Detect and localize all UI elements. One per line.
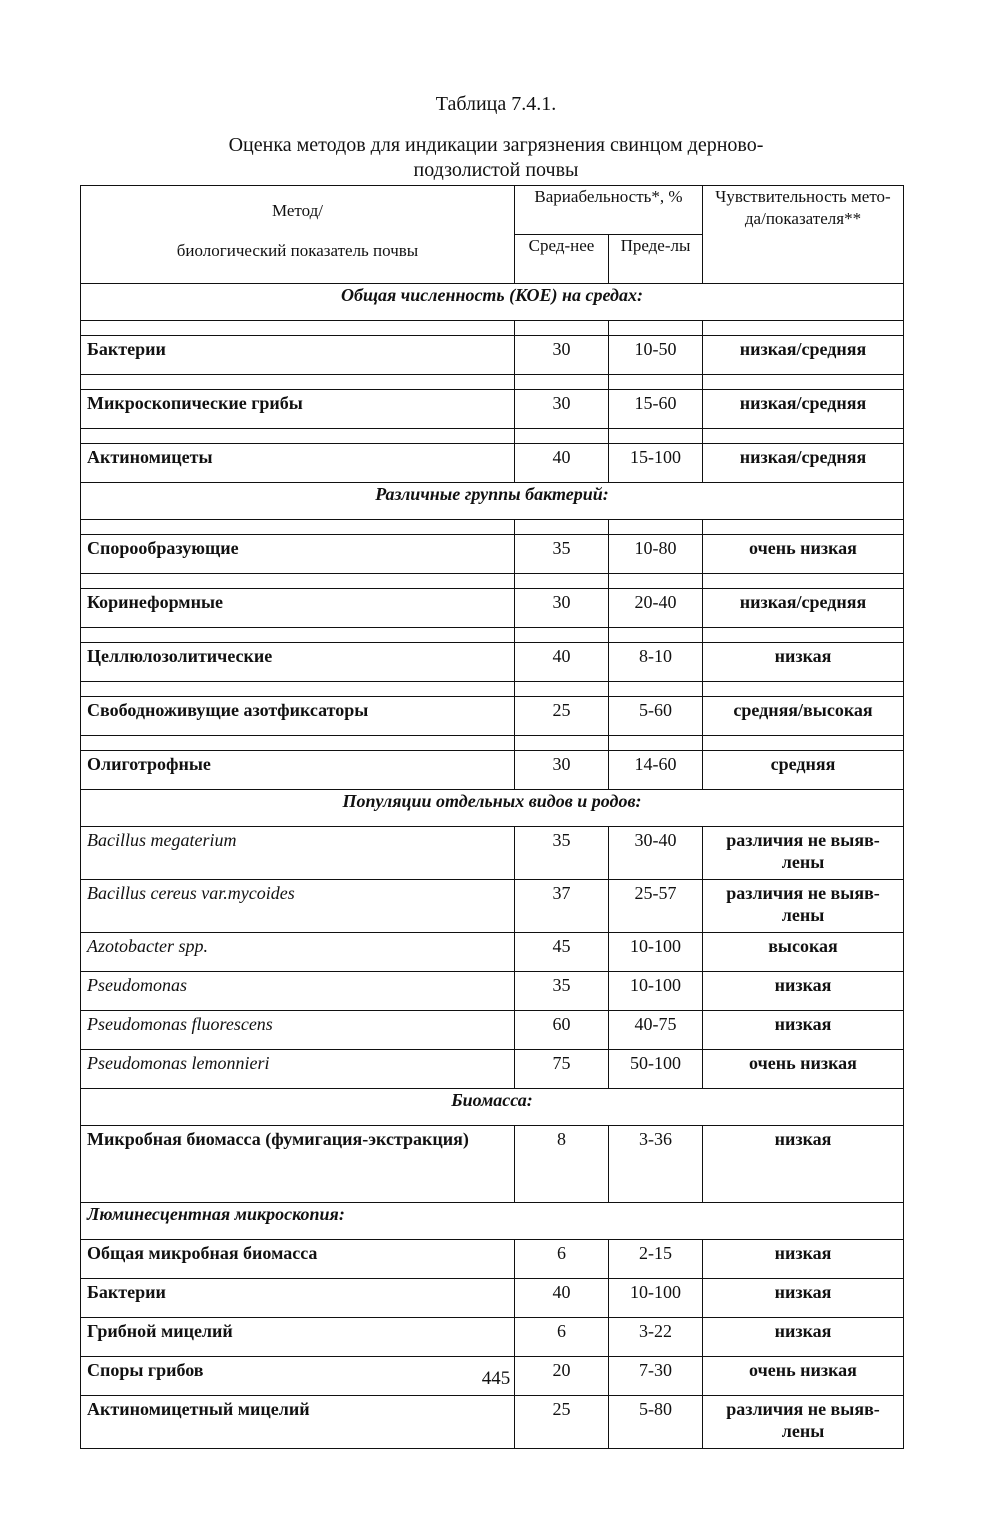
spacer-cell bbox=[609, 574, 703, 589]
row-spacer bbox=[81, 628, 904, 643]
spacer-cell bbox=[515, 682, 609, 697]
table-row bbox=[81, 589, 904, 628]
row-spacer bbox=[81, 321, 904, 336]
row-limits: 8-10 bbox=[609, 643, 703, 682]
row-name: Микроскопические грибы bbox=[81, 390, 515, 429]
row-name: Целлюлозолитические bbox=[81, 643, 515, 682]
row-name: Pseudomonas bbox=[81, 972, 515, 1011]
row-name: Azotobacter spp. bbox=[81, 933, 515, 972]
row-mean: 30 bbox=[515, 336, 609, 375]
row-limits: 10-80 bbox=[609, 535, 703, 574]
row-limits: 10-100 bbox=[609, 1279, 703, 1318]
row-mean: 35 bbox=[515, 827, 609, 880]
spacer-cell bbox=[81, 574, 515, 589]
row-limits: 3-36 bbox=[609, 1126, 703, 1203]
row-sensitivity: низкая bbox=[703, 1011, 904, 1050]
row-mean: 75 bbox=[515, 1050, 609, 1089]
spacer-cell bbox=[81, 736, 515, 751]
table-row bbox=[81, 1050, 904, 1089]
row-spacer bbox=[81, 429, 904, 444]
row-spacer bbox=[81, 574, 904, 589]
row-mean: 20 bbox=[515, 1357, 609, 1396]
row-name: Свободноживущие азотфиксаторы bbox=[81, 697, 515, 736]
table-row bbox=[81, 1279, 904, 1318]
row-sensitivity: различия не выяв-лены bbox=[703, 827, 904, 880]
row-sensitivity: низкая/средняя bbox=[703, 589, 904, 628]
spacer-cell bbox=[609, 682, 703, 697]
row-mean: 37 bbox=[515, 880, 609, 933]
section-title: Различные группы бактерий: bbox=[81, 483, 904, 520]
table-row bbox=[81, 1318, 904, 1357]
row-sensitivity: очень низкая bbox=[703, 535, 904, 574]
table-row bbox=[81, 827, 904, 880]
row-name: Споры грибов bbox=[81, 1357, 515, 1396]
spacer-cell bbox=[609, 628, 703, 643]
spacer-cell bbox=[515, 628, 609, 643]
row-mean: 60 bbox=[515, 1011, 609, 1050]
row-limits: 14-60 bbox=[609, 751, 703, 790]
row-limits: 25-57 bbox=[609, 880, 703, 933]
spacer-cell bbox=[515, 321, 609, 336]
row-sensitivity: средняя bbox=[703, 751, 904, 790]
table-title bbox=[0, 133, 992, 183]
row-name: Актиномицеты bbox=[81, 444, 515, 483]
spacer-cell bbox=[703, 682, 904, 697]
section-row bbox=[81, 284, 904, 321]
row-limits: 50-100 bbox=[609, 1050, 703, 1089]
row-spacer bbox=[81, 736, 904, 751]
row-name: Спорообразующие bbox=[81, 535, 515, 574]
row-mean: 25 bbox=[515, 1396, 609, 1449]
row-mean: 8 bbox=[515, 1126, 609, 1203]
table-title-line-1: Оценка методов для индикации загрязнения свинцом дерново- bbox=[228, 134, 764, 156]
spacer-cell bbox=[609, 520, 703, 535]
row-limits: 2-15 bbox=[609, 1240, 703, 1279]
row-sensitivity: низкая/средняя bbox=[703, 444, 904, 483]
row-limits: 15-60 bbox=[609, 390, 703, 429]
spacer-cell bbox=[515, 574, 609, 589]
row-sensitivity: различия не выяв-лены bbox=[703, 1396, 904, 1449]
table-row bbox=[81, 880, 904, 933]
row-sensitivity: низкая bbox=[703, 1240, 904, 1279]
row-mean: 35 bbox=[515, 535, 609, 574]
row-mean: 30 bbox=[515, 390, 609, 429]
table-row bbox=[81, 1011, 904, 1050]
row-name: Бактерии bbox=[81, 336, 515, 375]
row-limits: 40-75 bbox=[609, 1011, 703, 1050]
spacer-cell bbox=[609, 375, 703, 390]
table-label: Таблица 7.4.1. bbox=[435, 93, 557, 115]
spacer-cell bbox=[81, 520, 515, 535]
section-row bbox=[81, 790, 904, 827]
row-name: Актиномицетный мицелий bbox=[81, 1396, 515, 1449]
table-row bbox=[81, 697, 904, 736]
header-mean: Сред-нее bbox=[515, 235, 609, 284]
row-mean: 35 bbox=[515, 972, 609, 1011]
row-mean: 6 bbox=[515, 1240, 609, 1279]
row-mean: 45 bbox=[515, 933, 609, 972]
table-title-line-2: подзолистой почвы bbox=[413, 159, 579, 181]
table-row bbox=[81, 1126, 904, 1203]
row-name: Общая микробная биомасса bbox=[81, 1240, 515, 1279]
row-sensitivity: очень низкая bbox=[703, 1357, 904, 1396]
row-spacer bbox=[81, 375, 904, 390]
spacer-cell bbox=[703, 375, 904, 390]
row-limits: 10-100 bbox=[609, 933, 703, 972]
row-limits: 10-50 bbox=[609, 336, 703, 375]
spacer-cell bbox=[609, 736, 703, 751]
spacer-cell bbox=[609, 321, 703, 336]
spacer-cell bbox=[81, 429, 515, 444]
row-limits: 30-40 bbox=[609, 827, 703, 880]
row-sensitivity: высокая bbox=[703, 933, 904, 972]
section-title: Люминесцентная микроскопия: bbox=[81, 1203, 904, 1240]
row-name: Олиготрофные bbox=[81, 751, 515, 790]
header-method-line-1: Метод/ bbox=[271, 201, 324, 220]
table-body bbox=[81, 284, 904, 1449]
table-row bbox=[81, 336, 904, 375]
header-method-line-2: биологический показатель почвы bbox=[176, 241, 419, 260]
row-limits: 20-40 bbox=[609, 589, 703, 628]
row-name: Bacillus megaterium bbox=[81, 827, 515, 880]
section-row bbox=[81, 483, 904, 520]
row-limits: 5-60 bbox=[609, 697, 703, 736]
row-sensitivity: низкая bbox=[703, 643, 904, 682]
row-mean: 40 bbox=[515, 1279, 609, 1318]
spacer-cell bbox=[81, 628, 515, 643]
row-sensitivity: низкая bbox=[703, 972, 904, 1011]
spacer-cell bbox=[609, 429, 703, 444]
page-number: 445 bbox=[481, 1368, 511, 1389]
row-sensitivity: низкая bbox=[703, 1318, 904, 1357]
spacer-cell bbox=[703, 628, 904, 643]
row-mean: 30 bbox=[515, 751, 609, 790]
table-row bbox=[81, 1396, 904, 1449]
row-sensitivity: низкая/средняя bbox=[703, 336, 904, 375]
header-method bbox=[81, 186, 515, 284]
row-sensitivity: средняя/высокая bbox=[703, 697, 904, 736]
table-row bbox=[81, 751, 904, 790]
row-sensitivity: очень низкая bbox=[703, 1050, 904, 1089]
row-limits: 5-80 bbox=[609, 1396, 703, 1449]
row-name: Pseudomonas lemonnieri bbox=[81, 1050, 515, 1089]
spacer-cell bbox=[81, 682, 515, 697]
spacer-cell bbox=[703, 520, 904, 535]
row-spacer bbox=[81, 520, 904, 535]
row-name: Грибной мицелий bbox=[81, 1318, 515, 1357]
header-sensitivity: Чувствительность мето-да/показателя** bbox=[703, 186, 904, 284]
section-title: Общая численность (КОЕ) на средах: bbox=[81, 284, 904, 321]
row-limits: 15-100 bbox=[609, 444, 703, 483]
header-limits: Преде-лы bbox=[609, 235, 703, 284]
row-limits: 10-100 bbox=[609, 972, 703, 1011]
row-mean: 40 bbox=[515, 444, 609, 483]
section-row bbox=[81, 1089, 904, 1126]
table-row bbox=[81, 390, 904, 429]
row-sensitivity: низкая/средняя bbox=[703, 390, 904, 429]
row-spacer bbox=[81, 682, 904, 697]
table-row bbox=[81, 535, 904, 574]
table-row bbox=[81, 643, 904, 682]
row-mean: 40 bbox=[515, 643, 609, 682]
row-mean: 6 bbox=[515, 1318, 609, 1357]
table-row bbox=[81, 972, 904, 1011]
row-sensitivity: низкая bbox=[703, 1126, 904, 1203]
section-row bbox=[81, 1203, 904, 1240]
row-mean: 25 bbox=[515, 697, 609, 736]
spacer-cell bbox=[515, 429, 609, 444]
row-name: Коринеформные bbox=[81, 589, 515, 628]
header-variability: Вариабельность*, % bbox=[515, 186, 703, 235]
row-sensitivity: низкая bbox=[703, 1279, 904, 1318]
spacer-cell bbox=[703, 574, 904, 589]
spacer-cell bbox=[515, 520, 609, 535]
row-limits: 3-22 bbox=[609, 1318, 703, 1357]
row-mean: 30 bbox=[515, 589, 609, 628]
row-name: Бактерии bbox=[81, 1279, 515, 1318]
section-title: Биомасса: bbox=[81, 1089, 904, 1126]
spacer-cell bbox=[81, 375, 515, 390]
row-limits: 7-30 bbox=[609, 1357, 703, 1396]
spacer-cell bbox=[515, 375, 609, 390]
row-name: Bacillus cereus var.mycoides bbox=[81, 880, 515, 933]
spacer-cell bbox=[515, 736, 609, 751]
row-name: Микробная биомасса (фумигация-экстракция) bbox=[81, 1126, 515, 1203]
header-row bbox=[81, 186, 904, 235]
table-row bbox=[81, 1240, 904, 1279]
spacer-cell bbox=[703, 736, 904, 751]
table-row bbox=[81, 444, 904, 483]
spacer-cell bbox=[703, 429, 904, 444]
data-table bbox=[80, 185, 904, 1449]
spacer-cell bbox=[703, 321, 904, 336]
row-sensitivity: различия не выяв-лены bbox=[703, 880, 904, 933]
table-row bbox=[81, 933, 904, 972]
section-title: Популяции отдельных видов и родов: bbox=[81, 790, 904, 827]
spacer-cell bbox=[81, 321, 515, 336]
row-name: Pseudomonas fluorescens bbox=[81, 1011, 515, 1050]
